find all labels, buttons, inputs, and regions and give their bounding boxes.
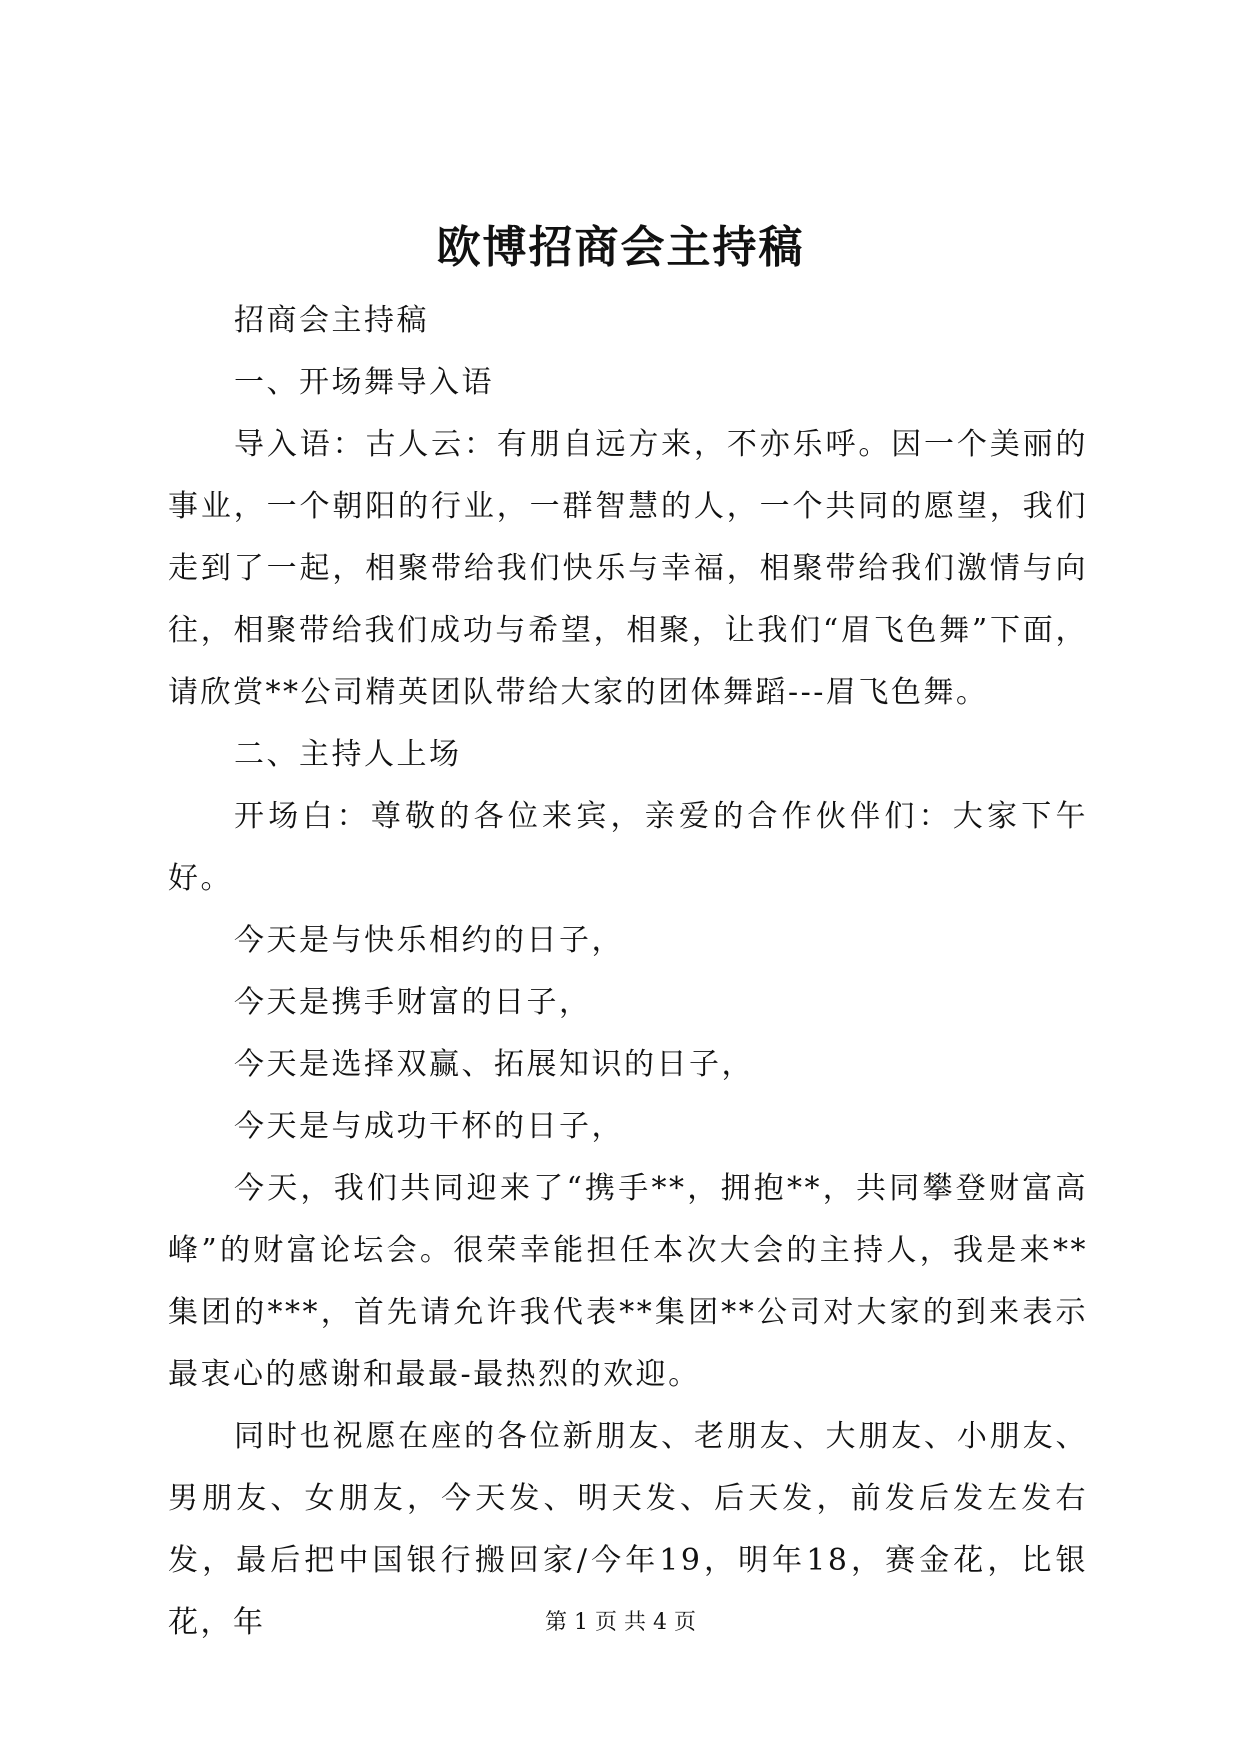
document-body bbox=[168, 290, 1088, 1654]
paragraph: 招商会主持稿 bbox=[234, 303, 429, 338]
paragraph: 今天是携手财富的日子， bbox=[234, 985, 592, 1020]
paragraph: 今天是与快乐相约的日子， bbox=[234, 923, 624, 958]
document-title: 欧博招商会主持稿 bbox=[436, 222, 805, 273]
paragraph: 今天是与成功干杯的日子， bbox=[234, 1109, 624, 1144]
section-heading: 二、主持人上场 bbox=[234, 737, 462, 772]
paragraph: 同时也祝愿在座的各位新朋友、老朋友、大朋友、小朋友、男朋友、女朋友，今天发、明天发、后天发，前发后发左发右发，最后把中国银行搬回家/今年19，明年18，赛金花，比银花，年 bbox=[168, 1419, 1088, 1640]
section-heading: 一、开场舞导入语 bbox=[234, 365, 494, 400]
paragraph: 今天，我们共同迎来了“携手**，拥抱**，共同攀登财富高峰”的财富论坛会。很荣幸能担任本次大会的主持人，我是来**集团的***，首先请允许我代表**集团**公司对大家的到来表示最衷心的感谢和最最-最热烈的欢迎。 bbox=[168, 1171, 1088, 1392]
page-number-footer: 第 1 页 共 4 页 bbox=[545, 1610, 696, 1635]
paragraph: 开场白：尊敬的各位来宾，亲爱的合作伙伴们：大家下午好。 bbox=[168, 799, 1088, 896]
paragraph: 今天是选择双赢、拓展知识的日子， bbox=[234, 1047, 754, 1082]
paragraph: 导入语：古人云：有朋自远方来，不亦乐呼。因一个美丽的事业，一个朝阳的行业，一群智慧的人，一个共同的愿望，我们走到了一起，相聚带给我们快乐与幸福，相聚带给我们激情与向往，相聚带给我们成功与希望，相聚，让我们“眉飞色舞”下面，请欣赏**公司精英团队带给大家的团体舞蹈---眉飞色舞。 bbox=[168, 427, 1088, 710]
